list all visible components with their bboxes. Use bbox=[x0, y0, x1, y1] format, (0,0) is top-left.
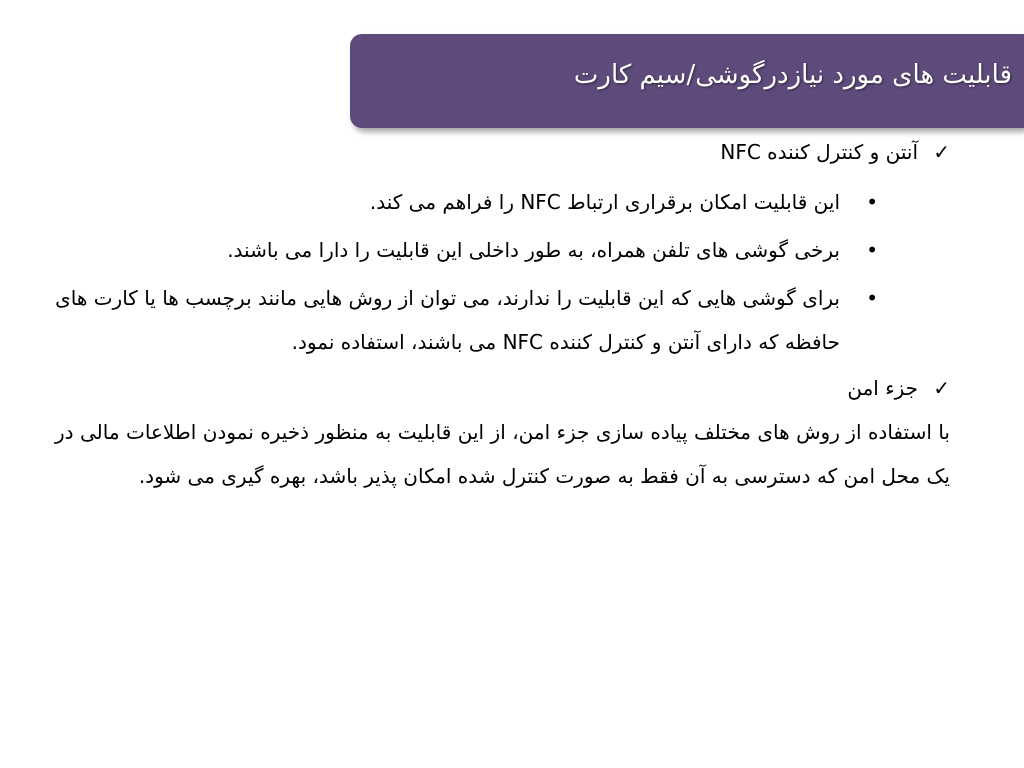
bullet-text: برخی گوشی های تلفن همراه، به طور داخلی این قابلیت را دارا می باشند. bbox=[227, 238, 840, 262]
secure-element-paragraph: با استفاده از روش های مختلف پیاده سازی جزء امن، از این قابلیت به منظور ذخیره نمودن اطلاعات مالی در یک محل امن که دسترسی به آن فقط به صورت کنترل شده امکان پذیر باشد، بهره گیری می شود. bbox=[55, 420, 950, 488]
bullet-text: برای گوشی هایی که این قابلیت را ندارند، می توان از روش هایی مانند برچسب ها یا کارت های حافظه که دارای آنتن و کنترل کننده NFC می باشند، استفاده نمود. bbox=[55, 286, 840, 354]
slide-content bbox=[55, 132, 950, 498]
bullet-icon: • bbox=[866, 238, 878, 262]
bullet-text: این قابلیت امکان برقراری ارتباط NFC را فراهم می کند. bbox=[369, 190, 840, 214]
checked-heading-nfc bbox=[55, 132, 950, 176]
list-item bbox=[55, 228, 950, 272]
slide-title: قابلیت های مورد نیازدرگوشی/سیم کارت bbox=[573, 60, 1012, 90]
check-icon: ✓ bbox=[933, 140, 950, 164]
heading-nfc: آنتن و کنترل کننده NFC bbox=[720, 140, 918, 164]
list-item bbox=[55, 180, 950, 224]
checked-heading-secure-element bbox=[55, 366, 950, 410]
title-bar bbox=[350, 34, 1024, 128]
bullet-icon: • bbox=[866, 286, 878, 310]
heading-secure-element: جزء امن bbox=[847, 376, 918, 400]
check-icon: ✓ bbox=[933, 376, 950, 400]
bullet-icon: • bbox=[866, 190, 878, 214]
list-item bbox=[55, 276, 950, 364]
